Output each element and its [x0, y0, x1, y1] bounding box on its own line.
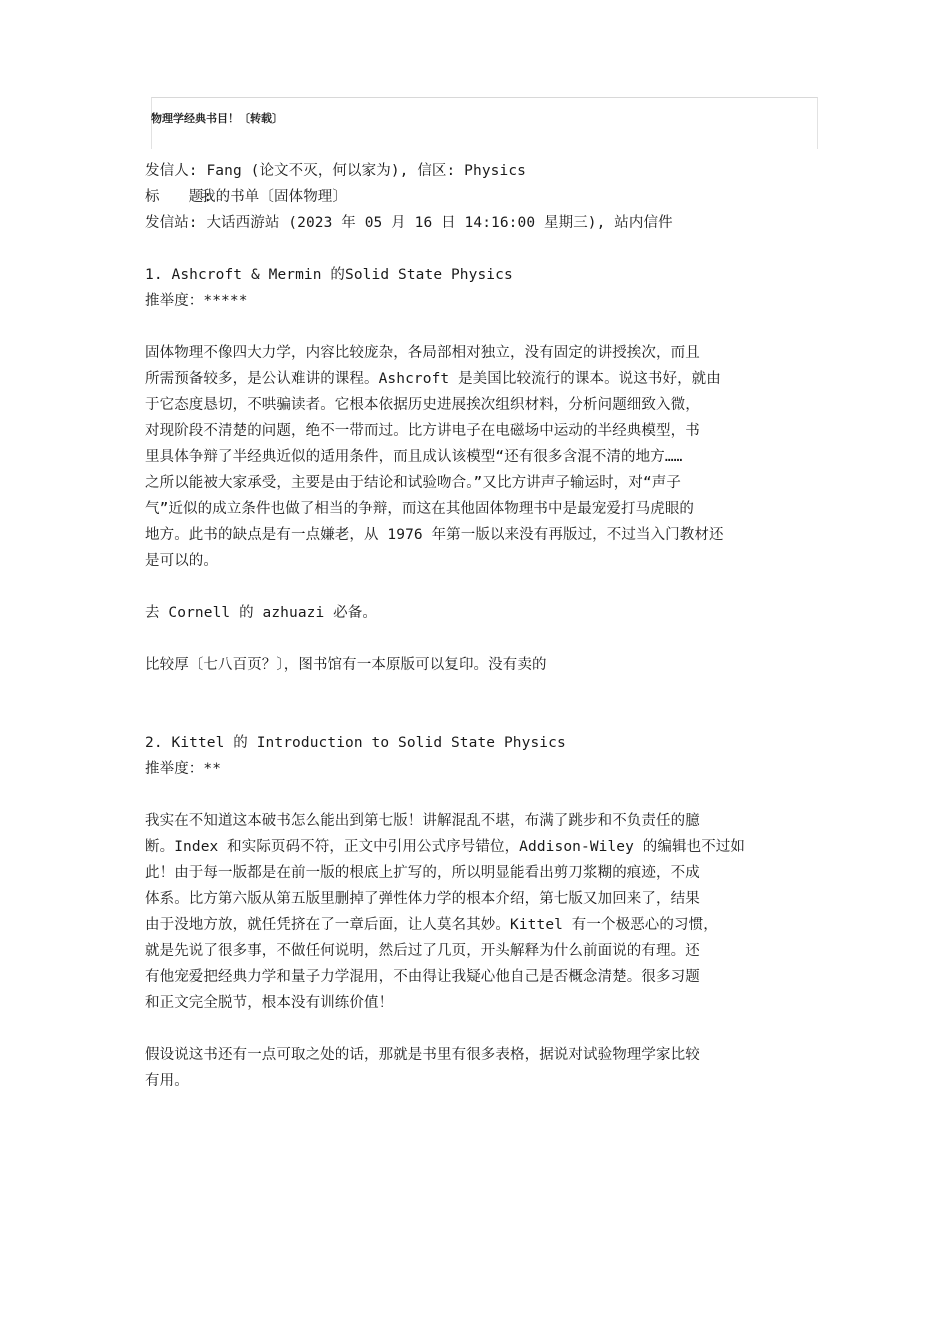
subject-value: 我的书单〔固体物理〕 — [201, 189, 347, 205]
review-note: 去 Cornell 的 azhuazi 必备。 — [145, 605, 377, 621]
review-line: 所需预备较多，是公认难讲的课程。Ashcroft 是美国比较流行的课本。说这书好，就由 — [145, 371, 721, 387]
document-title: 物理学经典书目！〔转载〕 — [151, 112, 283, 125]
review-line: 和正文完全脱节，根本没有训练价值！ — [145, 995, 394, 1011]
review-line: 之所以能被大家承受，主要是由于结论和试验吻合。”又比方讲声子输运时，对“声子 — [145, 475, 682, 491]
book-review-paragraph — [145, 340, 805, 574]
review-line: 于它态度恳切，不哄骗读者。它根本依据历史进展挨次组织材料，分析问题细致入微， — [145, 397, 700, 413]
review-line: 有用。 — [145, 1073, 189, 1089]
review-line: 固体物理不像四大力学，内容比较庞杂，各局部相对独立，没有固定的讲授挨次，而且 — [145, 345, 700, 361]
sender-line: 发信人: Fang (论文不灭，何以家为), 信区: Physics — [145, 163, 526, 179]
subject-line — [145, 184, 805, 210]
review-line: 由于没地方放，就任凭挤在了一章后面，让人莫名其妙。Kittel 有一个极恶心的习惯， — [145, 917, 718, 933]
review-line: 里具体争辩了半经典近似的适用条件，而且成认该模型“还有很多含混不清的地方…… — [145, 449, 683, 465]
review-line: 假设说这书还有一点可取之处的话，那就是书里有很多表格，据说对试验物理学家比较 — [145, 1047, 700, 1063]
review-line: 断。Index 和实际页码不符，正文中引用公式序号错位，Addison-Wiley 的编辑也不过如 — [145, 839, 745, 855]
subject-label: 标 题: — [145, 189, 213, 205]
book-rating: 推举度：***** — [145, 293, 248, 309]
post-body — [145, 158, 805, 1094]
review-line: 此！由于每一版都是在前一版的根底上扩写的，所以明显能看出剪刀浆糊的痕迹，不成 — [145, 865, 700, 881]
review-line: 有他宠爱把经典力学和量子力学混用，不由得让我疑心他自己是否概念清楚。很多习题 — [145, 969, 700, 985]
book-review-paragraph — [145, 1042, 805, 1094]
station-line: 发信站: 大话西游站 (2023 年 05 月 16 日 14:16:00 星期三), 站内信件 — [145, 215, 673, 231]
review-line: 气”近似的成立条件也做了相当的争辩，而这在其他固体物理书中是最宠爱打马虎眼的 — [145, 501, 695, 517]
book-review-paragraph — [145, 808, 805, 1016]
review-line: 地方。此书的缺点是有一点嫌老，从 1976 年第一版以来没有再版过，不过当入门教材还 — [145, 527, 724, 543]
book-heading: 1. Ashcroft & Mermin 的Solid State Physics — [145, 267, 513, 283]
review-line: 对现阶段不清楚的问题，绝不一带而过。比方讲电子在电磁场中运动的半经典模型，书 — [145, 423, 700, 439]
review-line: 是可以的。 — [145, 553, 218, 569]
review-line: 体系。比方第六版从第五版里删掉了弹性体力学的根本介绍，第七版又加回来了，结果 — [145, 891, 700, 907]
review-line: 就是先说了很多事，不做任何说明，然后过了几页，开头解释为什么前面说的有理。还 — [145, 943, 700, 959]
book-heading: 2. Kittel 的 Introduction to Solid State Physics — [145, 735, 566, 751]
review-line: 我实在不知道这本破书怎么能出到第七版！讲解混乱不堪，布满了跳步和不负责任的臆 — [145, 813, 700, 829]
book-rating: 推举度：** — [145, 761, 222, 777]
review-note: 比较厚〔七八百页？〕，图书馆有一本原版可以复印。没有卖的 — [145, 657, 547, 673]
